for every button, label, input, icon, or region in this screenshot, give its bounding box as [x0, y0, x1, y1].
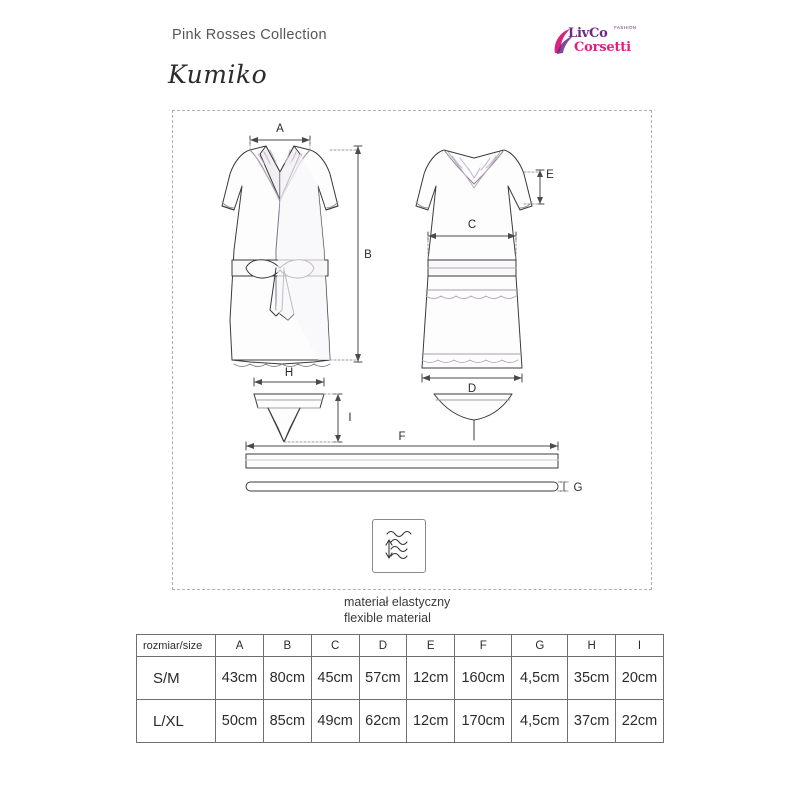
table-cell: 20cm [616, 657, 664, 700]
table-cell: 12cm [407, 657, 455, 700]
table-header-cell: rozmiar/size [137, 635, 216, 657]
logo-text-bottom: Corsetti [574, 40, 631, 55]
table-row [137, 657, 664, 700]
dim-label-d: D [467, 383, 477, 395]
dim-label-h: H [284, 367, 294, 379]
fabric-caption-en: flexible material [344, 611, 431, 625]
brand-logo [552, 24, 644, 62]
logo-text-top: LivCo [568, 26, 608, 41]
dim-label-i: I [348, 412, 352, 424]
thong-back-drawing [434, 394, 512, 440]
table-header-cell: G [512, 635, 568, 657]
dim-label-g: G [573, 482, 583, 494]
table-cell: 45cm [311, 657, 359, 700]
table-cell: 50cm [216, 700, 264, 743]
table-header-cell: F [455, 635, 512, 657]
size-table [136, 634, 664, 743]
table-header-cell: I [616, 635, 664, 657]
dim-label-c: C [467, 219, 477, 231]
table-cell: 37cm [568, 700, 616, 743]
dim-label-e: E [546, 169, 554, 181]
fabric-caption [344, 594, 450, 626]
belt-drawing [246, 442, 568, 491]
table-header-cell: C [311, 635, 359, 657]
dim-label-f: F [398, 431, 406, 443]
elastic-waves-icon [372, 519, 426, 573]
table-header-row [137, 635, 664, 657]
table-cell: 62cm [359, 700, 407, 743]
size-label: L/XL [137, 700, 216, 743]
table-cell: 160cm [455, 657, 512, 700]
page-title: Kumiko [168, 60, 268, 89]
fabric-caption-pl: materiał elastyczny [344, 595, 451, 609]
collection-title: Pink Rosses Collection [172, 27, 327, 43]
table-header-cell: B [263, 635, 311, 657]
table-cell: 49cm [311, 700, 359, 743]
table-cell: 12cm [407, 700, 455, 743]
table-cell: 35cm [568, 657, 616, 700]
table-cell: 4,5cm [512, 700, 568, 743]
table-cell: 43cm [216, 657, 264, 700]
table-header-cell: E [407, 635, 455, 657]
table-cell: 80cm [263, 657, 311, 700]
dim-label-b: B [364, 249, 372, 261]
front-robe-drawing [222, 136, 362, 367]
size-label: S/M [137, 657, 216, 700]
technical-drawing [172, 110, 650, 588]
back-robe-drawing [416, 150, 544, 382]
table-cell: 170cm [455, 700, 512, 743]
table-row [137, 700, 664, 743]
table-cell: 85cm [263, 700, 311, 743]
table-header-cell: D [359, 635, 407, 657]
logo-subtext: FASHION [614, 25, 637, 30]
size-table-wrapper [136, 634, 664, 743]
table-header-cell: A [216, 635, 264, 657]
table-cell: 22cm [616, 700, 664, 743]
thong-front-drawing [254, 378, 342, 442]
table-cell: 4,5cm [512, 657, 568, 700]
table-header-cell: H [568, 635, 616, 657]
table-cell: 57cm [359, 657, 407, 700]
dim-label-a: A [276, 123, 284, 135]
